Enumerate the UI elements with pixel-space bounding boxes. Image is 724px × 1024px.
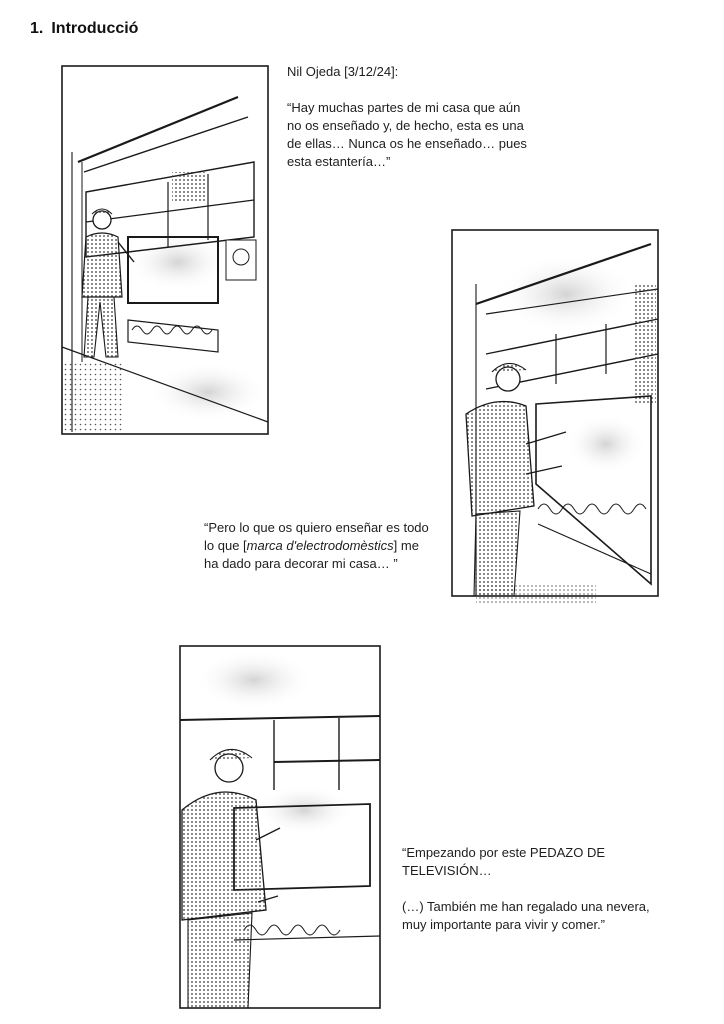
- quote-text: ] me: [393, 538, 419, 553]
- section-title: Introducció: [51, 20, 139, 37]
- brand-placeholder: marca d'electrodomèstics: [246, 538, 394, 553]
- text-block-2: [204, 519, 444, 573]
- quote-line: TELEVISIÓN…: [402, 863, 492, 878]
- comic-panel-3: [174, 640, 386, 1012]
- quote-line: “Empezando por este PEDAZO DE: [402, 845, 606, 860]
- comic-panel-2-illustration: [446, 224, 664, 606]
- quote-text: lo que [: [204, 538, 247, 553]
- quote-line: “Pero lo que os quiero enseñar es todo: [204, 520, 429, 535]
- comic-panel-1: [58, 62, 272, 442]
- quote-line: (…) También me han regalado una nevera,: [402, 899, 650, 914]
- quote-line: “Hay muchas partes de mi casa que aún: [287, 100, 521, 115]
- comic-panel-3-illustration: [174, 640, 386, 1012]
- quote-line: esta estantería…”: [287, 154, 391, 169]
- quote-line: muy importante para vivir y comer.”: [402, 917, 606, 932]
- quote-line: de ellas… Nunca os he enseñado… pues: [287, 136, 527, 151]
- section-number: 1.: [30, 20, 44, 37]
- comic-panel-2: [446, 224, 664, 606]
- quote-line: [204, 537, 444, 555]
- attribution: Nil Ojeda [3/12/24]:: [287, 64, 399, 79]
- text-block-1: [287, 63, 587, 171]
- text-block-3: [402, 844, 702, 934]
- quote-line: ha dado para decorar mi casa… ”: [204, 556, 398, 571]
- section-heading: [30, 20, 138, 38]
- comic-panel-1-illustration: [58, 62, 272, 442]
- quote-line: no os enseñado y, de hecho, esta es una: [287, 118, 524, 133]
